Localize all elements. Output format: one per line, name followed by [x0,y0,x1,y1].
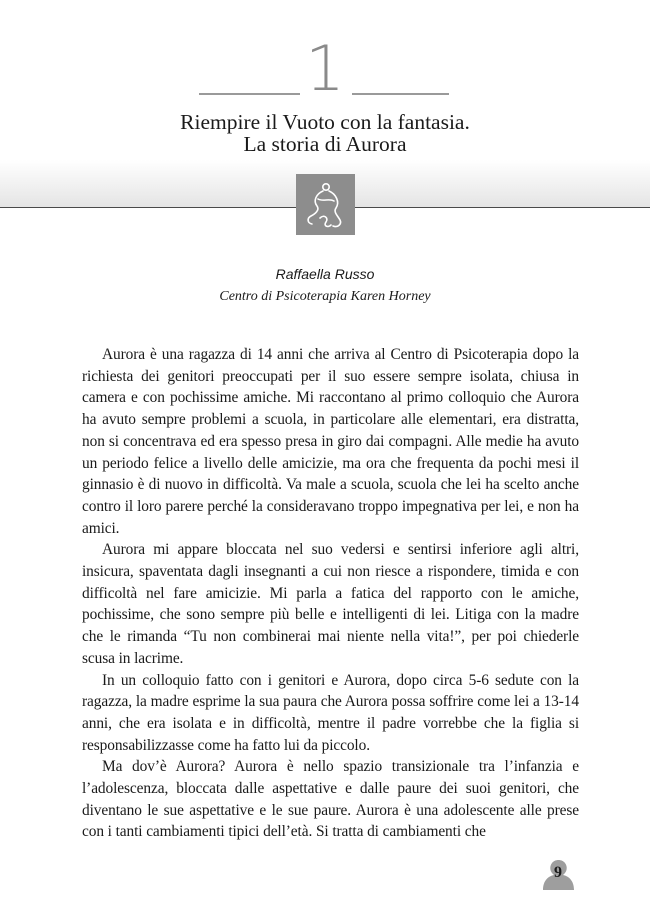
author-affiliation: Centro di Psicoterapia Karen Horney [219,289,431,304]
author-name: Raffaella Russo [275,266,375,282]
body-text [82,344,579,843]
paragraph: In un colloquio fatto con i genitori e Aurora, dopo circa 5-6 sedute con la ragazza, la madre esprime la sua paura che Aurora possa soffrire come lei a 13-14 anni, che era isolata e in difficoltà, mentre il padre vorrebbe che la figlia si responsabilizzasse come ha fatto lui da piccolo. [82,671,579,754]
paragraph: Ma dov’è Aurora? Aurora è nello spazio transizionale tra l’infanzia e l’adolescenza, bloccata dalle aspettative e dalle paure dei suoi genitori, che diventano le sue aspettative e le sue paure. Aurora è una adolescente alle prese con i tanti cambiamenti tipici dell’età. Si tratta di cambiamenti che [82,758,579,841]
paragraph: Aurora mi appare bloccata nel suo vedersi e sentirsi inferiore agli altri, insicura, spaventata dagli insegnanti a cui non riesce a rispondere, timida e con difficoltà nel fare amicizie. Mi parla a fatica del rapporto con le amiche, pochissime, che sono sempre più belle e intelligenti di lei. Litiga con la madre che le rimanda “Tu non combinerai mai niente nella vita!”, per poi chiederle scusa in lacrime. [82,541,579,667]
chapter-rule-left [199,93,300,95]
page-number: 9 [554,864,562,881]
chapter-title-line-1: Riempire il Vuoto con la fantasia. [180,110,470,134]
chapter-emblem-icon [296,174,355,235]
paragraph: Aurora è una ragazza di 14 anni che arriva al Centro di Psicoterapia dopo la richiesta dei genitori preoccupati per il suo essere sempre isolata, chiusa in camera e con pochissime amiche. Mi raccontano al primo colloquio che Aurora ha avuto sempre problemi a scuola, in particolare alle elementari, era distratta, non si concentrava ed era spesso presa in giro dai compagni. Alle medie ha avuto un periodo felice a livello delle amicizie, ma ora che frequenta da pochi mesi il ginnasio è di nuovo in difficoltà. Va male a scuola, scuola che lei ha scelto anche contro il loro parere perché la consideravano troppo impegnativa per lei, e non ha amici. [82,346,579,537]
chapter-number: 1 [305,32,345,105]
chapter-rule-right [352,93,449,95]
chapter-title-line-2: La storia di Aurora [243,132,407,156]
